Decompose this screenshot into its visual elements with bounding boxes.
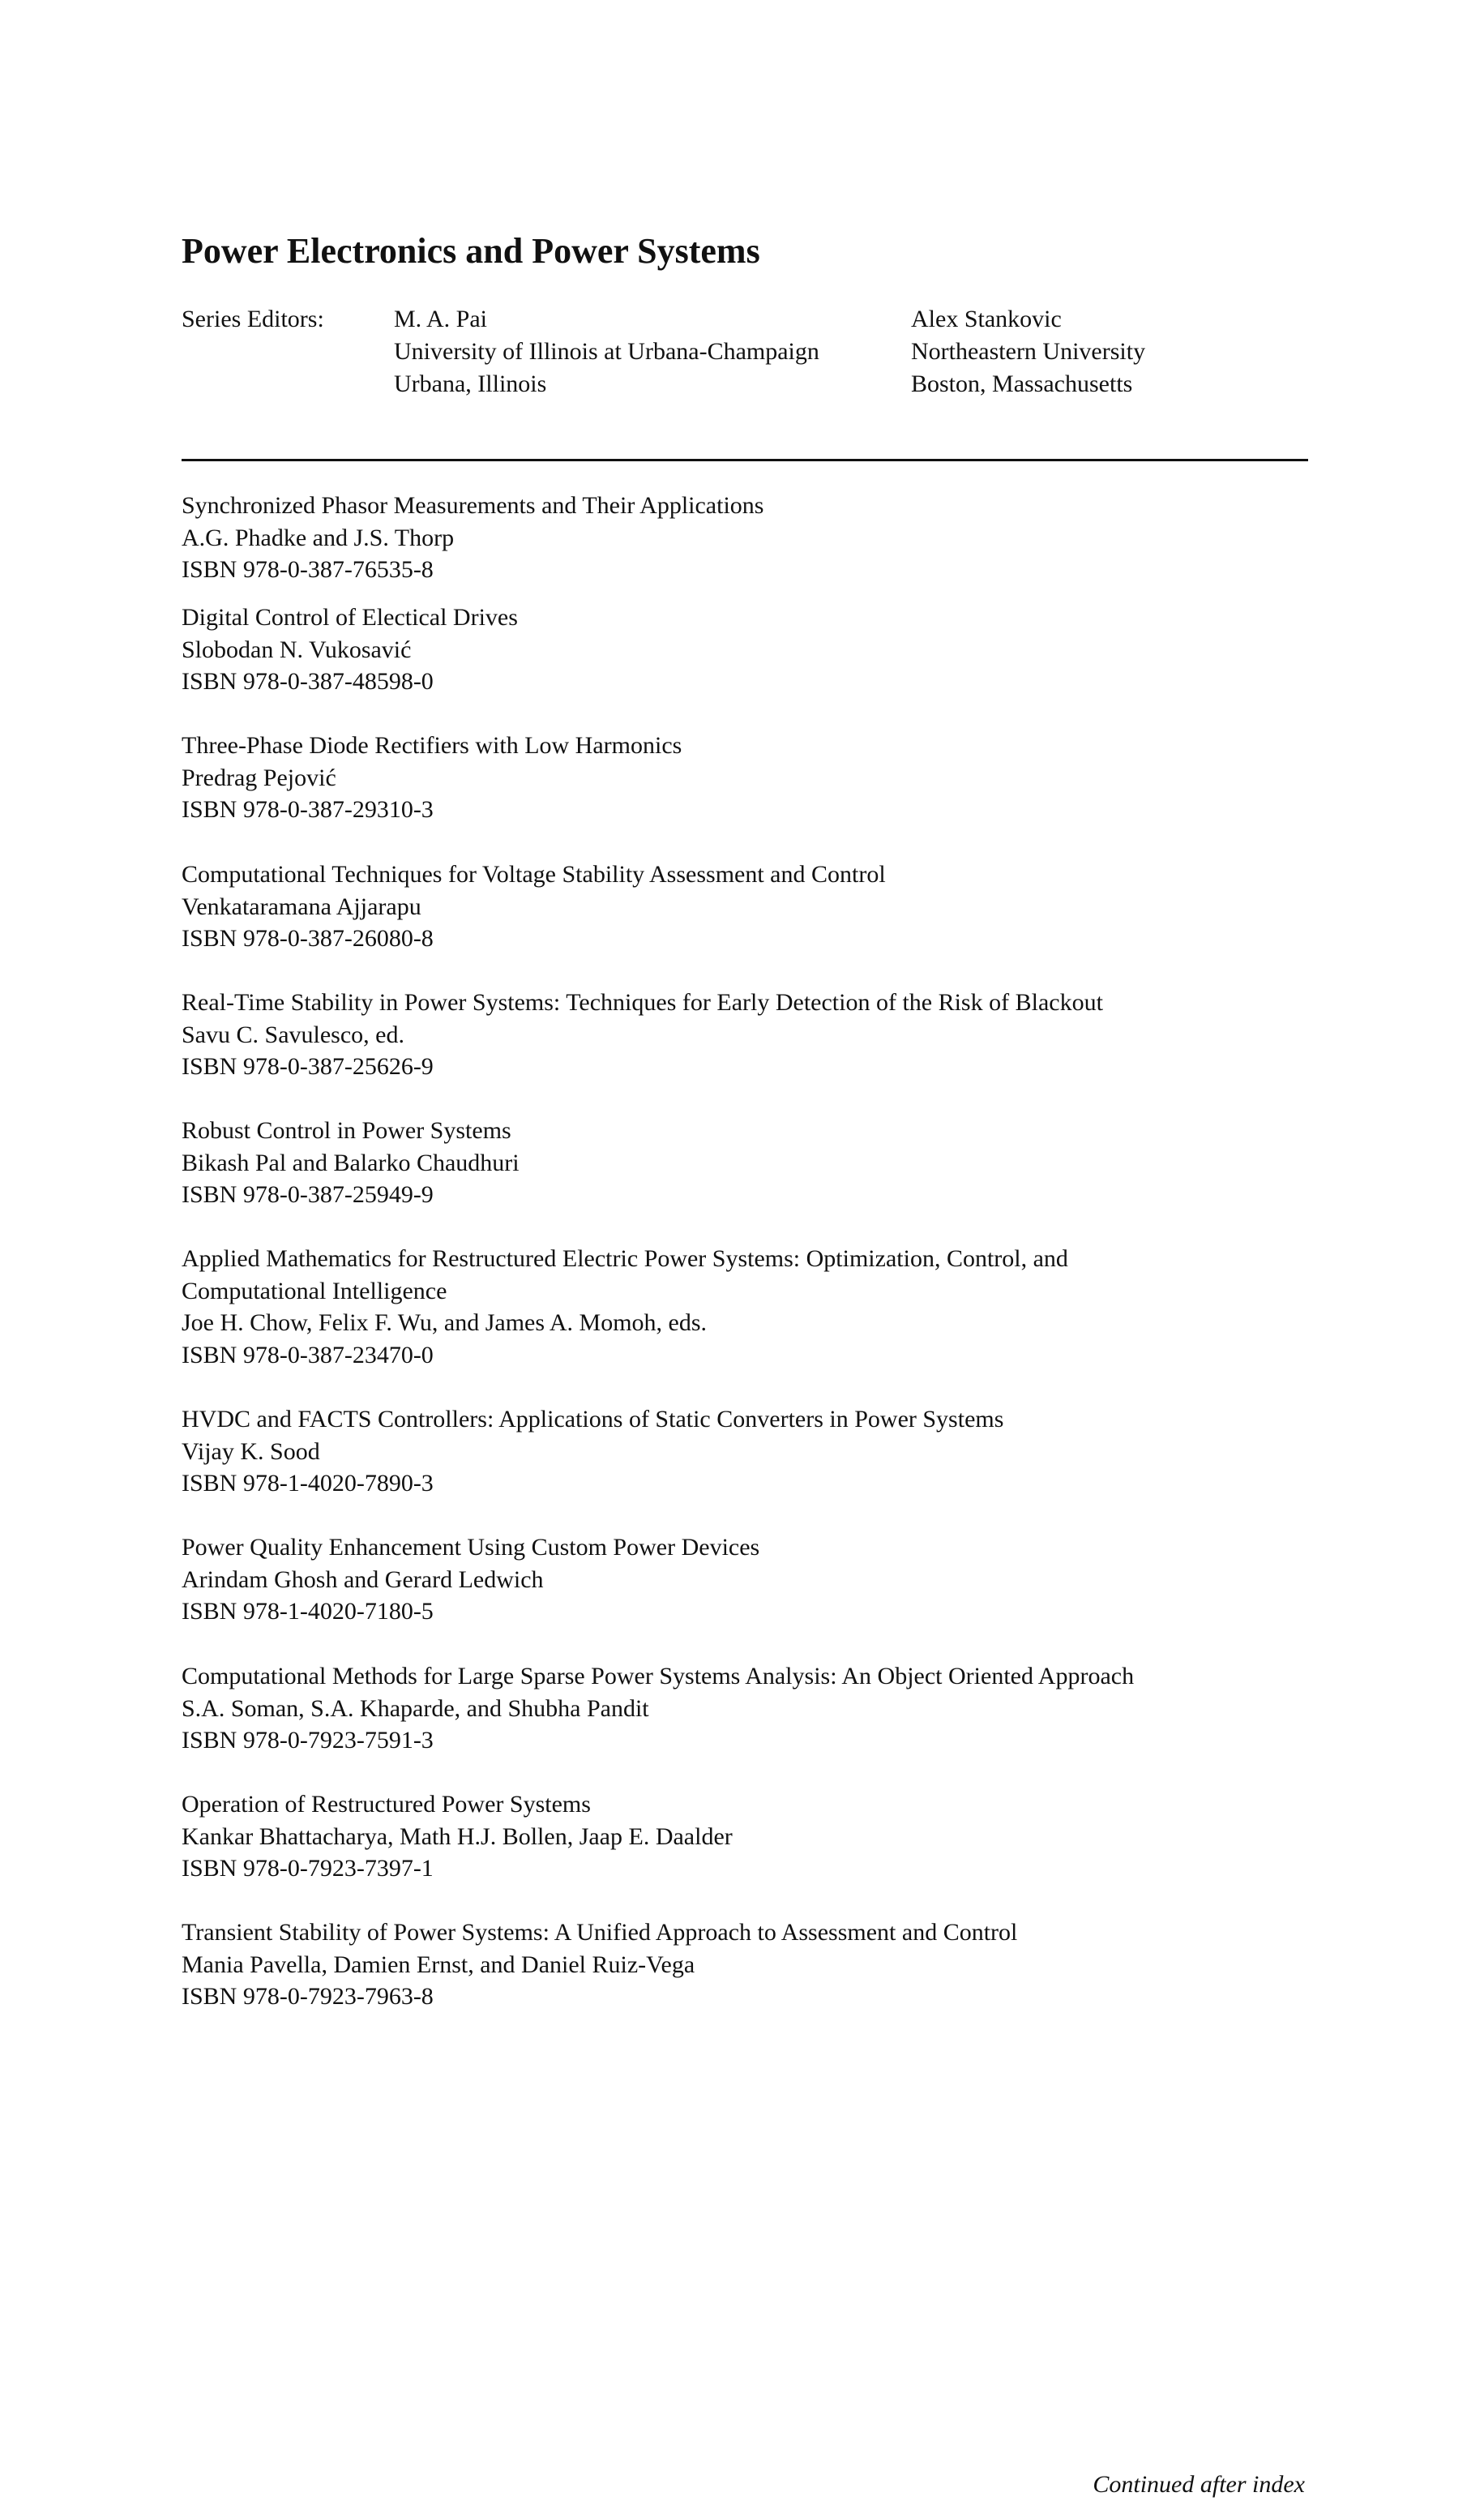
book-isbn: ISBN 978-0-7923-7397-1	[182, 1855, 434, 1882]
book-title: Applied Mathematics for Restructured Electric Power Systems: Optimization, Control, and	[182, 1245, 1068, 1272]
book-isbn: ISBN 978-1-4020-7180-5	[182, 1598, 434, 1625]
editor-block	[394, 303, 819, 400]
book-authors: Savu C. Savulesco, ed.	[182, 1021, 404, 1048]
book-entry	[182, 987, 1316, 1083]
editor-name: M. A. Pai	[394, 306, 488, 332]
book-title: Computational Methods for Large Sparse Power Systems Analysis: An Object Oriented Approach	[182, 1663, 1135, 1689]
editor-affiliation: University of Illinois at Urbana-Champaign	[394, 338, 819, 365]
book-authors: Joe H. Chow, Felix F. Wu, and James A. Momoh, eds.	[182, 1309, 708, 1336]
book-authors: Slobodan N. Vukosavić	[182, 636, 412, 663]
book-authors: Bikash Pal and Balarko Chaudhuri	[182, 1149, 520, 1176]
book-isbn: ISBN 978-0-387-25949-9	[182, 1181, 434, 1208]
book-isbn: ISBN 978-0-387-76535-8	[182, 556, 434, 583]
book-title: Operation of Restructured Power Systems	[182, 1791, 591, 1818]
book-title: Computational Techniques for Voltage Stability Assessment and Control	[182, 861, 886, 888]
editor-location: Boston, Massachusetts	[911, 370, 1133, 397]
book-isbn: ISBN 978-1-4020-7890-3	[182, 1470, 434, 1497]
book-authors: Vijay K. Sood	[182, 1437, 320, 1465]
book-title: Power Quality Enhancement Using Custom Power Devices	[182, 1534, 760, 1561]
book-title: Transient Stability of Power Systems: A Unified Approach to Assessment and Control	[182, 1919, 1018, 1946]
book-entry	[182, 602, 1316, 698]
editor-location: Urbana, Illinois	[394, 370, 547, 397]
book-authors: Arindam Ghosh and Gerard Ledwich	[182, 1565, 544, 1593]
editor-affiliation: Northeastern University	[911, 338, 1146, 365]
book-title-continued: Computational Intelligence	[182, 1277, 447, 1304]
series-editors	[182, 303, 1308, 409]
book-authors: A.G. Phadke and J.S. Thorp	[182, 524, 455, 551]
series-title: Power Electronics and Power Systems	[182, 231, 760, 271]
book-entry	[182, 730, 1316, 826]
book-authors: Kankar Bhattacharya, Math H.J. Bollen, Jaap E. Daalder	[182, 1822, 733, 1850]
book-isbn: ISBN 978-0-387-48598-0	[182, 668, 434, 695]
book-title: Real-Time Stability in Power Systems: Techniques for Early Detection of the Risk of Blackout	[182, 989, 1103, 1016]
book-authors: Mania Pavella, Damien Ernst, and Daniel Ruiz-Vega	[182, 1951, 695, 1978]
book-isbn: ISBN 978-0-7923-7591-3	[182, 1727, 434, 1754]
book-isbn: ISBN 978-0-387-25626-9	[182, 1053, 434, 1080]
book-entry	[182, 1243, 1316, 1371]
book-isbn: ISBN 978-0-7923-7963-8	[182, 1983, 434, 2010]
book-title: Robust Control in Power Systems	[182, 1117, 511, 1144]
book-title: Digital Control of Electical Drives	[182, 604, 518, 631]
book-entry	[182, 1115, 1316, 1211]
book-title: HVDC and FACTS Controllers: Applications of Static Converters in Power Systems	[182, 1406, 1004, 1433]
book-entry	[182, 1788, 1316, 1885]
editor-name: Alex Stankovic	[911, 306, 1062, 332]
book-authors: Venkataramana Ajjarapu	[182, 893, 421, 920]
book-entry	[182, 1660, 1316, 1757]
book-entry	[182, 490, 1316, 586]
book-isbn: ISBN 978-0-387-23470-0	[182, 1341, 434, 1368]
horizontal-divider	[182, 459, 1308, 461]
editor-block	[911, 303, 1145, 400]
book-entry	[182, 859, 1316, 955]
book-isbn: ISBN 978-0-387-29310-3	[182, 796, 434, 823]
book-authors: Predrag Pejović	[182, 764, 336, 791]
book-title: Synchronized Phasor Measurements and Their Applications	[182, 492, 764, 519]
book-isbn: ISBN 978-0-387-26080-8	[182, 925, 434, 952]
book-entry	[182, 1403, 1316, 1500]
continued-note: Continued after index	[1093, 2471, 1305, 2498]
book-entry	[182, 1531, 1316, 1628]
book-authors: S.A. Soman, S.A. Khaparde, and Shubha Pandit	[182, 1694, 649, 1722]
book-title: Three-Phase Diode Rectifiers with Low Harmonics	[182, 732, 682, 759]
book-entry	[182, 1916, 1316, 2013]
series-editors-label: Series Editors:	[182, 306, 324, 332]
